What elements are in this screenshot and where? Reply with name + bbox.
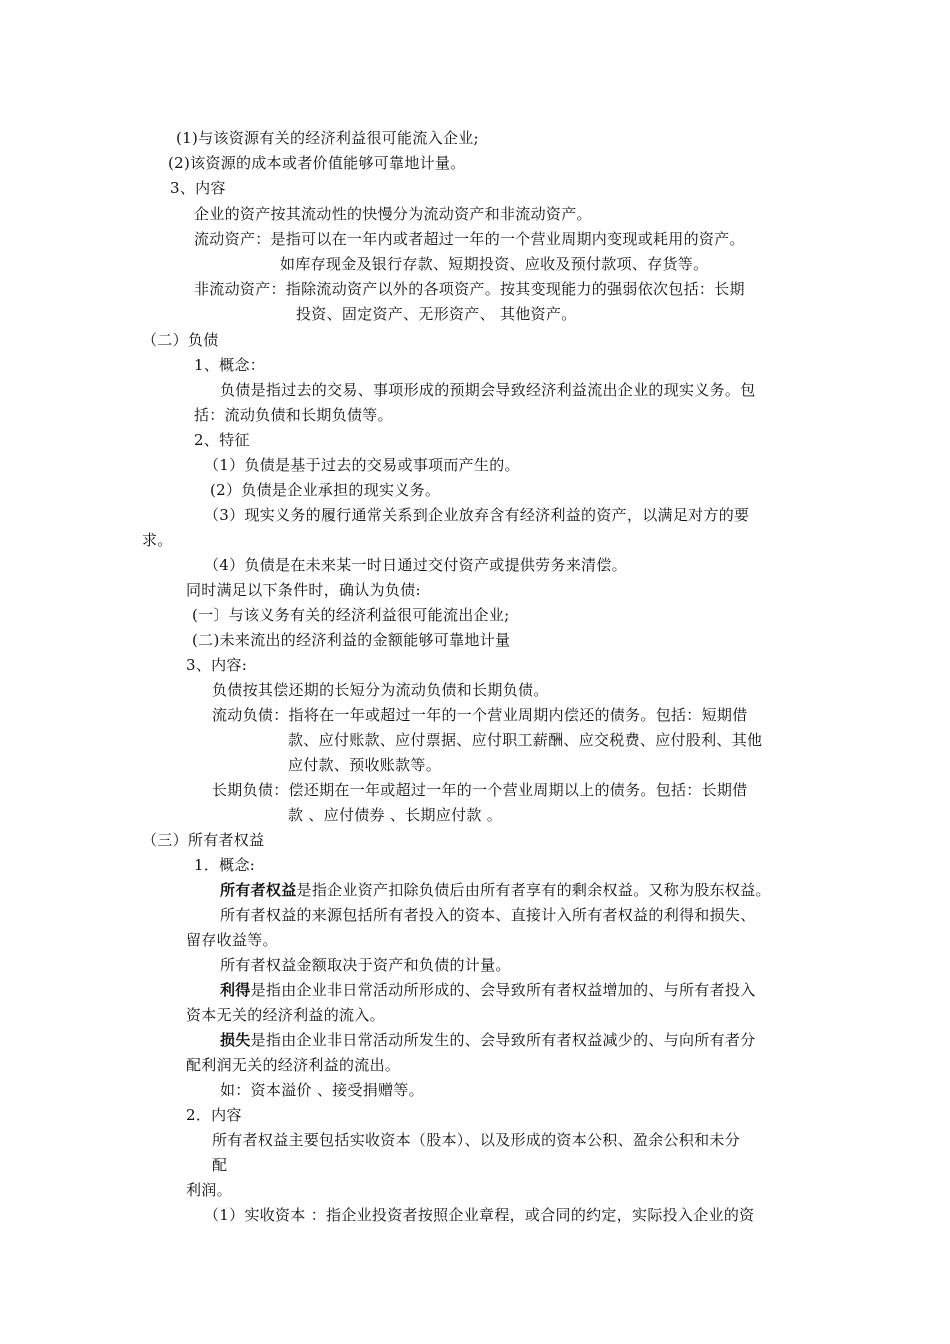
liabilities-condition-1: (一〕与该义务有关的经济利益很可能流出企业;: [192, 606, 510, 624]
liabilities-feature-3-cont: 求。: [142, 531, 173, 549]
equity-content-text: 所有者权益主要包括实收资本（股本）、以及形成的资本公积、盈余公积和未分: [212, 1131, 741, 1149]
current-assets-definition: 流动资产：是指可以在一年内或者超过一年的一个营业周期内变现或耗用的资产。: [194, 230, 745, 248]
losses-term: 损失: [220, 1031, 251, 1049]
equity-term: 所有者权益: [220, 881, 297, 899]
noncurrent-assets-definition: 非流动资产：指除流动资产以外的各项资产。按其变现能力的强弱依次包括：长期: [194, 280, 745, 298]
equity-sources-cont: 留存收益等。: [186, 931, 278, 949]
liabilities-features-heading: 2、特征: [194, 431, 250, 449]
current-assets-examples: 如库存现金及银行存款、短期投资、应收及预付款项、存货等。: [280, 255, 709, 273]
asset-condition-1: (1)与该资源有关的经济利益很可能流入企业;: [176, 129, 479, 147]
liabilities-feature-3: （3）现实义务的履行通常关系到企业放弃含有经济利益的资产，以满足对方的要: [204, 506, 750, 524]
equity-definition-text: 是指企业资产扣除负债后由所有者享有的剩余权益。又称为股东权益。: [296, 881, 771, 899]
liabilities-concept-text: 负债是指过去的交易、事项形成的预期会导致经济利益流出企业的现实义务。包: [220, 381, 756, 399]
losses-definition-cont: 配利润无关的经济利益的流出。: [186, 1056, 401, 1074]
liabilities-feature-4: （4）负债是在未来某一时日通过交付资产或提供劳务来清偿。: [204, 556, 627, 574]
gains-examples: 如：资本溢价 、接受捐赠等。: [220, 1081, 424, 1099]
gains-definition: [220, 980, 756, 1000]
equity-sources: 所有者权益的来源包括所有者投入的资本、直接计入所有者权益的利得和损失、: [220, 906, 756, 924]
noncurrent-assets-examples: 投资、固定资产、无形资产、 其他资产。: [296, 305, 577, 323]
equity-content-text-cont: 利润。: [186, 1181, 232, 1199]
asset-content-heading: 3、内容: [170, 179, 226, 197]
gains-definition-cont: 资本无关的经济利益的流入。: [186, 1006, 385, 1024]
equity-concept-heading: 1．概念:: [194, 856, 256, 874]
section-liabilities-heading: （二）负债: [142, 331, 219, 349]
liabilities-recognition-intro: 同时满足以下条件时，确认为负债:: [186, 581, 421, 599]
current-liabilities-definition: 流动负债：指将在一年或超过一年的一个营业周期内偿还的债务。包括：短期借: [212, 706, 748, 724]
equity-definition: [220, 880, 771, 900]
equity-content-text-wrap: 配: [212, 1156, 228, 1174]
losses-definition-text: 是指由企业非日常活动所发生的、会导致所有者权益减少的、与向所有者分: [250, 1031, 756, 1049]
losses-definition: [220, 1030, 756, 1050]
liabilities-concept-heading: 1、概念：: [194, 356, 266, 374]
gains-term: 利得: [220, 981, 251, 999]
longterm-liabilities-definition: 长期负债：偿还期在一年或超过一年的一个营业周期以上的债务。包括：长期借: [212, 781, 748, 799]
liabilities-condition-2: (二)未来流出的经济利益的金额能够可靠地计量: [192, 631, 511, 649]
equity-measurement: 所有者权益金额取决于资产和负债的计量。: [220, 956, 511, 974]
liabilities-feature-2: (2）负债是企业承担的现实义务。: [210, 481, 441, 499]
liabilities-feature-1: （1）负债是基于过去的交易或事项而产生的。: [204, 456, 520, 474]
liabilities-classification: 负债按其偿还期的长短分为流动负债和长期负债。: [212, 681, 549, 699]
longterm-liabilities-examples: 款 、应付债券 、长期应付款 。: [288, 806, 503, 824]
equity-content-heading: 2．内容: [186, 1106, 242, 1124]
liabilities-concept-text-cont: 括：流动负债和长期负债等。: [194, 406, 393, 424]
liabilities-content-heading: 3、内容:: [186, 656, 248, 674]
current-liabilities-examples: 款、应付账款、应付票据、应付职工薪酬、应交税费、应付股利、其他: [288, 731, 763, 749]
asset-classification: 企业的资产按其流动性的快慢分为流动资产和非流动资产。: [194, 205, 592, 223]
section-equity-heading: （三）所有者权益: [142, 831, 265, 849]
gains-definition-text: 是指由企业非日常活动所形成的、会导致所有者权益增加的、与所有者投入: [250, 981, 756, 999]
current-liabilities-examples-cont: 应付款、预收账款等。: [288, 756, 442, 774]
paid-in-capital-definition: （1）实收资本 ：指企业投资者按照企业章程，或合同的约定，实际投入企业的资: [204, 1206, 755, 1224]
asset-condition-2: (2)该资源的成本或者价值能够可靠地计量。: [168, 154, 466, 172]
